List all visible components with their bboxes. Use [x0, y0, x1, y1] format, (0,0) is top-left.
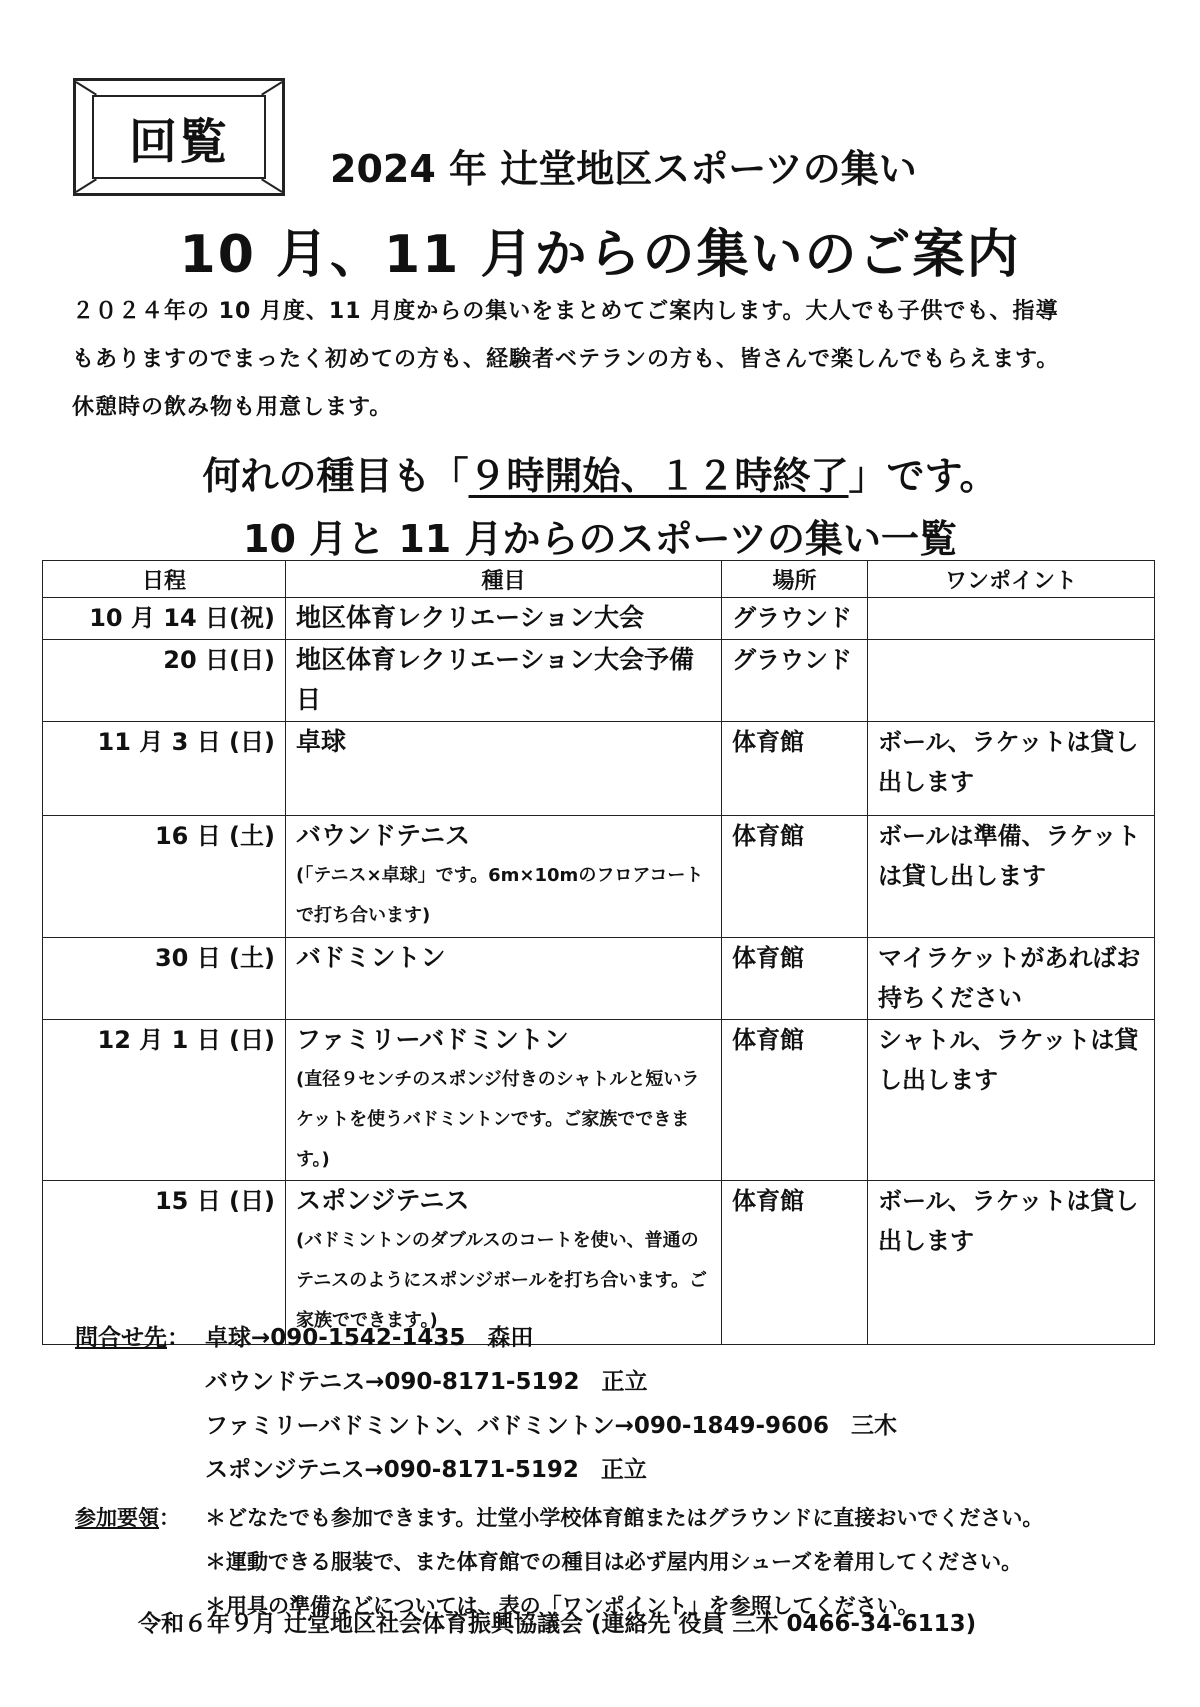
contact-name: 森田	[487, 1325, 534, 1351]
requirement-line	[75, 1496, 1165, 1540]
intro-line: もありますのでまったく初めての方も、経験者ベテランの方も、皆さんで楽しんでもらえます。	[72, 347, 1060, 372]
row-date: 11 月 3 日 (日)	[43, 722, 286, 816]
table-header-row	[43, 561, 1155, 598]
row-event	[286, 598, 722, 640]
contact-line	[75, 1360, 1165, 1404]
row-tip: ボール、ラケットは貸し出します	[868, 1181, 1155, 1345]
row-place: グラウンド	[722, 598, 868, 640]
requirement-text: ＊用具の準備などについては、表の「ワンポイント」を参照してください。	[205, 1594, 919, 1618]
row-tip: シャトル、ラケットは貸し出します	[868, 1020, 1155, 1181]
event-name: スポンジテニス	[296, 1186, 470, 1215]
event-name: 地区体育レクリエーション大会予備日	[296, 645, 695, 714]
requirement-text: ＊どなたでも参加できます。辻堂小学校体育館またはグラウンドに直接おいでください。	[205, 1506, 1044, 1530]
table-row	[43, 938, 1155, 1020]
schedule-table	[42, 560, 1155, 1345]
event-title: 2024 年 辻堂地区スポーツの集い	[330, 147, 917, 191]
contact-line	[75, 1404, 1165, 1448]
requirement-line	[75, 1540, 1165, 1584]
intro-line: ２０２４年の 10 月度、11 月度からの集いをまとめてご案内します。大人でも子供でも、指導	[72, 299, 1059, 324]
row-place: グラウンド	[722, 640, 868, 722]
event-name: バウンドテニス	[296, 821, 471, 850]
event-name: バドミントン	[296, 943, 446, 972]
table-row	[43, 598, 1155, 640]
header-tip: ワンポイント	[868, 561, 1155, 598]
row-tip	[868, 598, 1155, 640]
header-event: 種目	[286, 561, 722, 598]
row-place: 体育館	[722, 938, 868, 1020]
row-event	[286, 938, 722, 1020]
list-title: 10 月と 11 月からのスポーツの集い一覧	[243, 517, 957, 561]
time-note	[0, 445, 1200, 500]
table-row	[43, 640, 1155, 722]
row-event	[286, 640, 722, 722]
intro-paragraph	[72, 288, 1152, 432]
event-name: 地区体育レクリエーション大会	[296, 603, 645, 632]
row-event	[286, 816, 722, 938]
time-note-before: 何れの種目も「	[202, 454, 469, 498]
headline: 10 月、11 月からの集いのご案内	[179, 225, 1021, 285]
row-date: 30 日 (土)	[43, 938, 286, 1020]
contact-name: 正立	[600, 1457, 647, 1483]
requirements-label: 参加要領：	[75, 1506, 180, 1530]
row-date: 12 月 1 日 (日)	[43, 1020, 286, 1181]
requirement-text: ＊運動できる服装で、また体育館での種目は必ず屋内用シューズを着用してください。	[205, 1550, 1023, 1574]
row-tip: マイラケットがあればお持ちください	[868, 938, 1155, 1020]
contact-number: ファミリーバドミントン、バドミントン→090-1849-9606	[205, 1413, 830, 1439]
event-name: 卓球	[296, 727, 347, 756]
event-name: ファミリーバドミントン	[296, 1025, 569, 1054]
row-place: 体育館	[722, 722, 868, 816]
table-row	[43, 816, 1155, 938]
row-place: 体育館	[722, 1020, 868, 1181]
contacts-label: 問合せ先：	[75, 1325, 190, 1351]
header-place: 場所	[722, 561, 868, 598]
table-row	[43, 1020, 1155, 1181]
contact-number: スポンジテニス→090-8171-5192	[205, 1457, 579, 1483]
event-note: (「テニス×卓球」です。6m×10mのフロアコートで打ち合います)	[296, 865, 704, 926]
footer-organizer: 令和６年９月 辻堂地区社会体育振興協議会 (連絡先 役員 三木 0466-34-6113)	[138, 1611, 977, 1637]
time-note-after: 」です。	[848, 454, 998, 498]
contact-number: 卓球→090-1542-1435	[205, 1325, 466, 1351]
intro-line: 休憩時の飲み物も用意します。	[72, 395, 393, 420]
contact-line	[75, 1448, 1165, 1492]
contact-line	[75, 1316, 1165, 1360]
row-date: 20 日(日)	[43, 640, 286, 722]
row-place: 体育館	[722, 816, 868, 938]
row-date: 10 月 14 日(祝)	[43, 598, 286, 640]
contact-number: バウンドテニス→090-8171-5192	[205, 1369, 580, 1395]
header-date: 日程	[43, 561, 286, 598]
row-event	[286, 1020, 722, 1181]
event-note: (バドミントンのダブルスのコートを使い、普通のテニスのようにスポンジボールを打ち合います。ご家族でできます。)	[296, 1230, 708, 1331]
row-place: 体育館	[722, 1181, 868, 1345]
contact-name: 三木	[851, 1413, 898, 1439]
event-note: (直径９センチのスポンジ付きのシャトルと短いラケットを使うバドミントンです。ご家族でできます。)	[296, 1069, 700, 1170]
row-tip	[868, 640, 1155, 722]
row-tip: ボール、ラケットは貸し出します	[868, 722, 1155, 816]
stamp-label: 回覧	[92, 95, 266, 179]
row-date: 15 日 (日)	[43, 1181, 286, 1345]
row-date: 16 日 (土)	[43, 816, 286, 938]
circulation-stamp	[73, 78, 285, 196]
contacts-section	[75, 1316, 1165, 1628]
row-event	[286, 722, 722, 816]
row-tip: ボールは準備、ラケットは貸し出します	[868, 816, 1155, 938]
table-row	[43, 722, 1155, 816]
time-note-highlight: ９時開始、１２時終了	[468, 454, 849, 498]
contact-name: 正立	[601, 1369, 648, 1395]
